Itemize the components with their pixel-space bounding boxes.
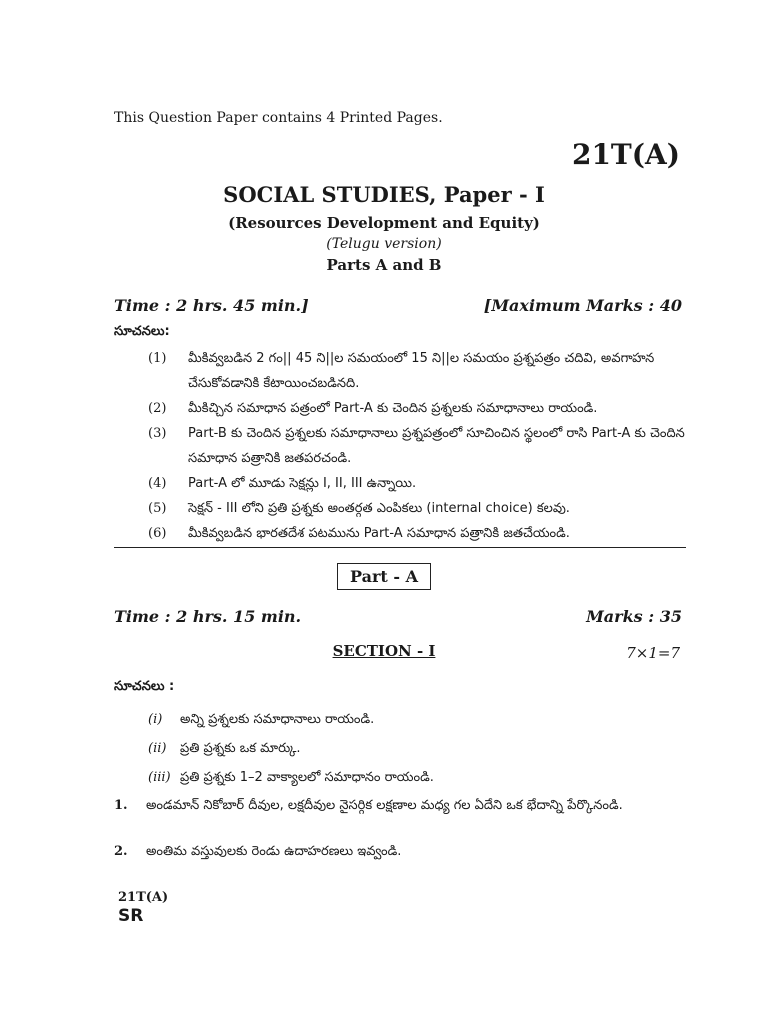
part-a-marks: Marks : 35 xyxy=(586,607,682,626)
paper-subtitle: (Resources Development and Equity) xyxy=(228,214,540,232)
section-marks: 7×1=7 xyxy=(626,644,680,662)
instruction-text: మీకిచ్చిన సమాధాన పత్రంలో Part-A కు చెందిన ప్రశ్నలకు సమాధానాలు రాయండి. xyxy=(188,401,598,416)
paper-parts: Parts A and B xyxy=(326,256,442,274)
instruction-text: మీకివ్వబడిన 2 గం|| 45 ని||ల సమయంలో 15 ని||ల సమయం ప్రశ్నపత్రం చదివి, అవగాహన చేసుకోవడానికి కేటాయించబడినది. xyxy=(188,351,655,391)
instruction-number: (4) xyxy=(148,476,167,491)
instruction-text: Part-A లో మూడు సెక్షన్లు I, II, III ఉన్నాయి. xyxy=(188,476,417,491)
section-instructions-heading: సూచనలు : xyxy=(114,679,175,694)
section-instruction-item xyxy=(148,734,434,763)
part-a-time: Time : 2 hrs. 15 min. xyxy=(114,607,302,626)
instructions-heading: సూచనలు: xyxy=(114,324,170,339)
instruction-text: Part-B కు చెందిన ప్రశ్నలకు సమాధానాలు ప్రశ్నపత్రంలో సూచించిన స్థలంలో రాసి Part-A కు చెందిన సమాధాన పత్రానికి జతపరచండి. xyxy=(188,426,685,466)
section-instruction-item xyxy=(148,705,434,734)
question-text: అంతిమ వస్తువులకు రెండు ఉదాహరణలు ఇవ్వండి. xyxy=(146,844,402,859)
section-instruction-number: (i) xyxy=(148,712,163,727)
question-item xyxy=(114,844,684,862)
instruction-item xyxy=(148,421,688,471)
question-list xyxy=(114,798,684,890)
footer-sr-mark: SR xyxy=(118,906,144,926)
paper-version: (Telugu version) xyxy=(326,236,442,252)
question-number: 2. xyxy=(114,844,128,859)
section-instruction-text: అన్ని ప్రశ్నలకు సమాధానాలు రాయండి. xyxy=(180,712,375,727)
instruction-item xyxy=(148,471,688,496)
part-a-label: Part - A xyxy=(337,563,431,590)
section-title: SECTION - I xyxy=(332,642,436,660)
section-instruction-number: (iii) xyxy=(148,770,171,785)
paper-title: SOCIAL STUDIES, Paper - I xyxy=(223,182,545,207)
instruction-item xyxy=(148,521,688,546)
section-instruction-text: ప్రతి ప్రశ్నకు ఒక మార్కు. xyxy=(180,741,301,756)
part-a-box xyxy=(0,563,768,590)
printed-pages-note: This Question Paper contains 4 Printed Pages. xyxy=(114,110,443,126)
instruction-number: (5) xyxy=(148,501,167,516)
instructions-list xyxy=(148,346,688,546)
instruction-number: (3) xyxy=(148,426,167,441)
maximum-marks: [Maximum Marks : 40 xyxy=(483,296,682,315)
question-number: 1. xyxy=(114,798,128,813)
instruction-item xyxy=(148,396,688,421)
section-instruction-text: ప్రతి ప్రశ్నకు 1–2 వాక్యాలలో సమాధానం రాయండి. xyxy=(180,770,434,785)
footer-paper-code: 21T(A) xyxy=(118,890,169,905)
section-instruction-item xyxy=(148,763,434,792)
question-text: అండమాన్ నికోబార్ దీవుల, లక్షదీవుల నైసర్గిక లక్షణాల మధ్య గల ఏదేని ఒక భేదాన్ని పేర్కొనండి. xyxy=(146,798,623,813)
instruction-number: (2) xyxy=(148,401,167,416)
section-instructions-list xyxy=(148,705,434,792)
question-item xyxy=(114,798,684,816)
instruction-text: మీకివ్వబడిన భారతదేశ పటమును Part-A సమాధాన పత్రానికి జతచేయండి. xyxy=(188,526,570,541)
instruction-number: (6) xyxy=(148,526,167,541)
section-instruction-number: (ii) xyxy=(148,741,167,756)
instruction-text: సెక్షన్ - III లోని ప్రతి ప్రశ్నకు అంతర్గత ఎంపికలు (internal choice) కలవు. xyxy=(188,501,570,516)
total-time: Time : 2 hrs. 45 min.] xyxy=(114,296,309,315)
instruction-item xyxy=(148,496,688,521)
divider-line xyxy=(114,547,686,548)
paper-code: 21T(A) xyxy=(571,138,680,171)
instruction-number: (1) xyxy=(148,351,167,366)
instruction-item xyxy=(148,346,688,396)
